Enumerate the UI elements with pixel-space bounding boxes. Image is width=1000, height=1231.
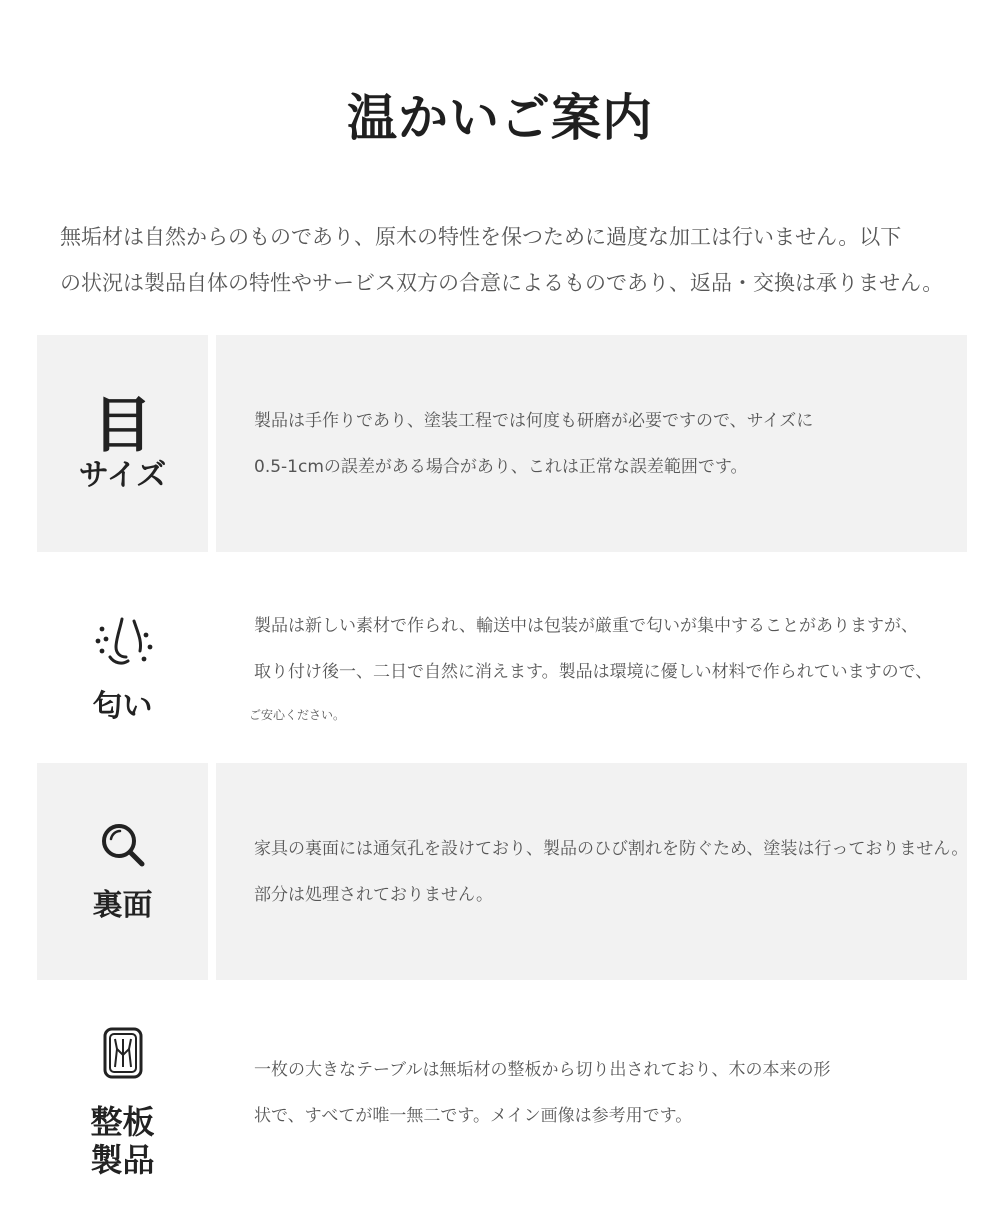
section-text-line: 部分は処理されておりません。 <box>254 884 494 905</box>
section-text-line: 取り付け後一、二日で自然に消えます。製品は環境に優しい材料で作られていますので、 <box>254 661 933 682</box>
section-text <box>216 1010 967 1231</box>
section-icon-cell <box>37 763 208 980</box>
section-icon-cell <box>37 560 208 777</box>
section-text-line: 一枚の大きなテーブルは無垢材の整板から切り出されており、木の本来の形 <box>254 1060 831 1080</box>
section-text <box>216 335 967 552</box>
section-icon-cell <box>37 1010 208 1194</box>
section-text-line: 製品は新しい素材で作られ、輸送中は包装が厳重で匂いが集中することがありますが、 <box>254 615 919 636</box>
wood-board-icon <box>101 1025 145 1081</box>
section-icon-cell <box>37 335 208 552</box>
section-size <box>37 335 967 552</box>
section-back <box>37 763 967 980</box>
page-title: 温かいご案内 <box>347 89 653 147</box>
eye-glyph-icon: 目 <box>92 390 153 461</box>
intro-text <box>60 214 990 306</box>
section-label: 整板 <box>90 1103 155 1141</box>
section-label: 製品 <box>90 1141 155 1179</box>
section-label: サイズ <box>78 457 167 493</box>
section-text-line: 家具の裏面には通気孔を設けており、製品のひび割れを防ぐため、塗装は行っておりません。 <box>254 838 969 859</box>
section-text-note: ご安心ください。 <box>249 707 346 722</box>
nose-icon <box>88 613 158 675</box>
section-text-line: 状で、すべてが唯一無二です。メイン画像は参考用です。 <box>254 1106 693 1126</box>
section-label: 匂い <box>92 688 153 724</box>
section-text-line: 製品は手作りであり、塗装工程では何度も研磨が必要ですので、サイズに <box>254 410 814 431</box>
intro-line: の状況は製品自体の特性やサービス双方の合意によるものであり、返品・交換は承りません。 <box>60 271 944 295</box>
section-text <box>216 560 967 777</box>
section-text-line: 0.5-1cmの誤差がある場合があり、これは正常な誤差範囲です。 <box>254 456 748 477</box>
section-solid-board <box>37 1010 967 1194</box>
magnifier-icon <box>98 820 148 870</box>
section-smell <box>37 560 967 777</box>
section-label: 裏面 <box>92 887 153 923</box>
intro-line: 無垢材は自然からのものであり、原木の特性を保つために過度な加工は行いません。以下 <box>60 225 902 249</box>
section-text <box>216 763 967 980</box>
